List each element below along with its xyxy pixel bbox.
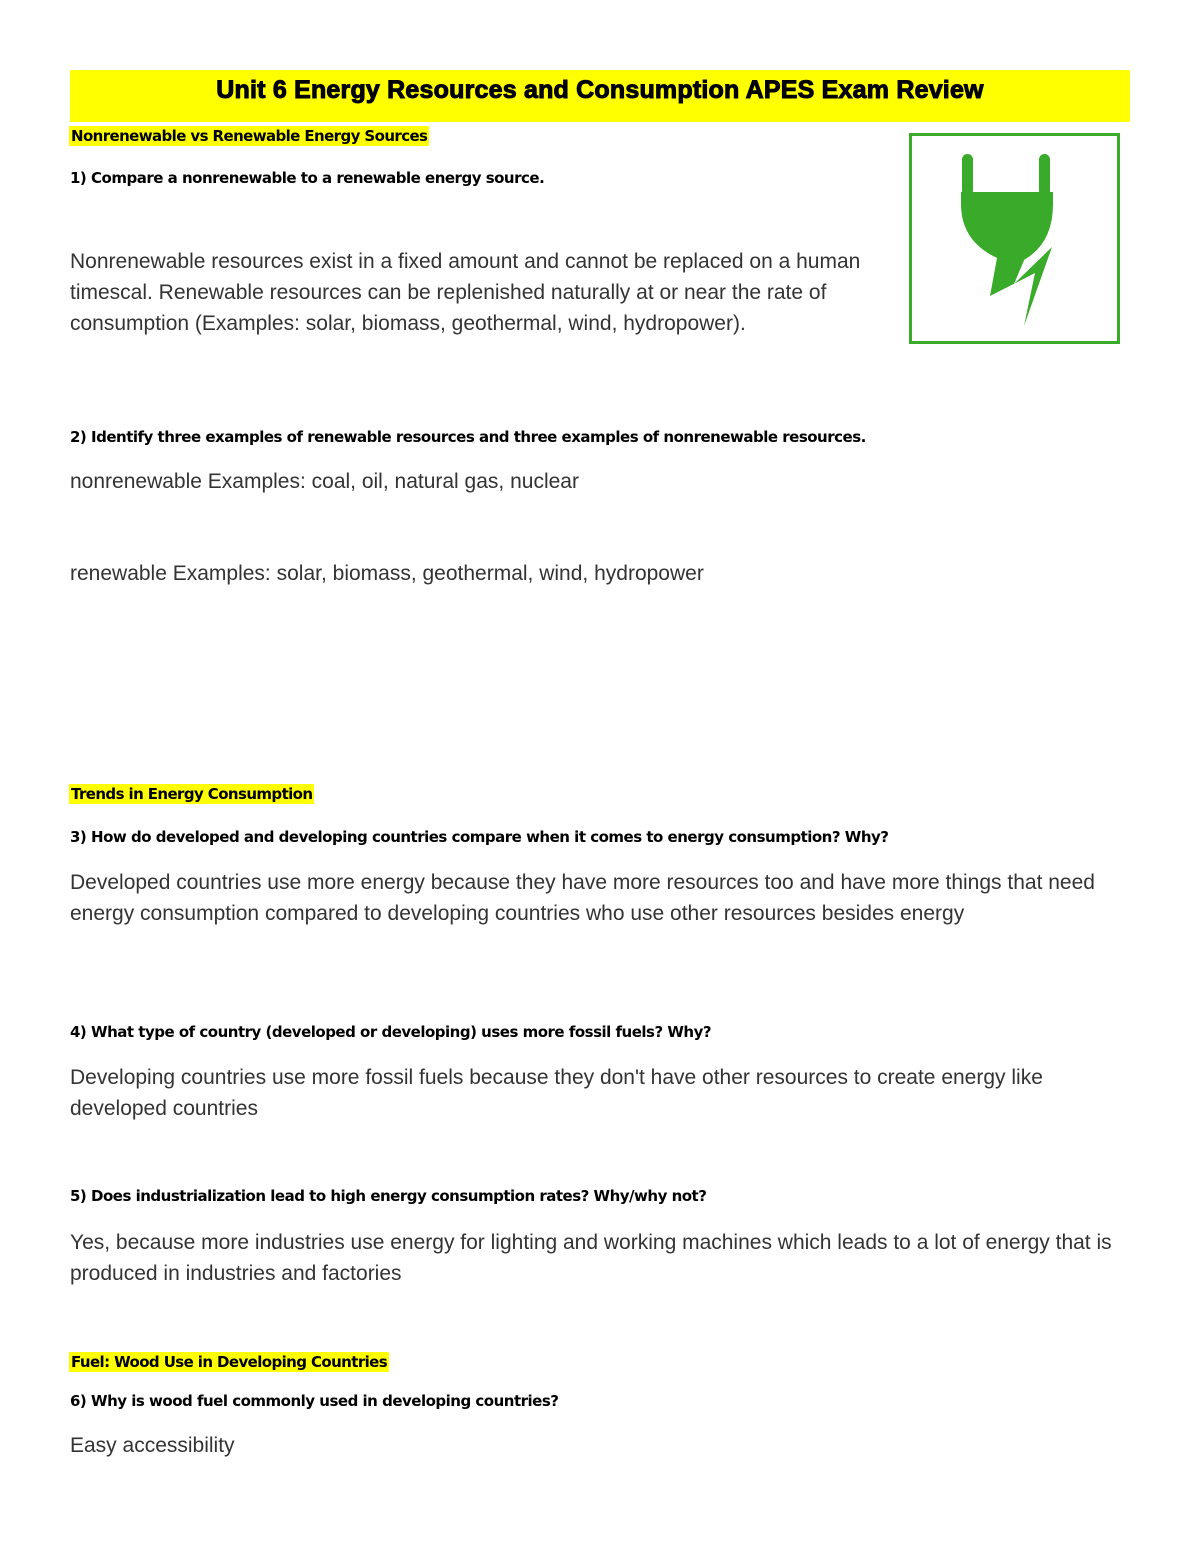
question-6 bbox=[70, 1392, 558, 1410]
question-3-text: How do developed and developing countries compare when it comes to energy consumption? Why? bbox=[91, 828, 889, 846]
question-3 bbox=[70, 828, 889, 846]
question-4-text: What type of country (developed or developing) uses more fossil fuels? Why? bbox=[91, 1023, 712, 1041]
question-2-text: Identify three examples of renewable resources and three examples of nonrenewable resources. bbox=[91, 428, 866, 446]
question-1 bbox=[70, 169, 544, 187]
answer-3: Developed countries use more energy because they have more resources too and have more things that need energy consumption compared to developing countries who use other resources besides energy bbox=[70, 871, 1095, 925]
section-heading-trends: Trends in Energy Consumption bbox=[71, 785, 313, 803]
answer-6: Easy accessibility bbox=[70, 1434, 235, 1457]
answer-1: Nonrenewable resources exist in a fixed amount and cannot be replaced on a human timescal. Renewable resources can be replenished naturally at or near the rate of consumption (Examples: solar, biomass, geothermal, wind, hydropower). bbox=[70, 250, 861, 335]
section-heading-nonrenewable-vs-renewable: Nonrenewable vs Renewable Energy Sources bbox=[71, 127, 428, 145]
answer-2-renewable: renewable Examples: solar, biomass, geothermal, wind, hydropower bbox=[70, 562, 704, 585]
answer-4: Developing countries use more fossil fuels because they don't have other resources to create energy like developed countries bbox=[70, 1066, 1043, 1120]
question-4 bbox=[70, 1023, 711, 1041]
answer-2-nonrenewable: nonrenewable Examples: coal, oil, natural gas, nuclear bbox=[70, 470, 579, 493]
plug-lightning-icon bbox=[909, 133, 1120, 344]
question-5 bbox=[70, 1187, 706, 1205]
section-heading-wood-fuel: Fuel: Wood Use in Developing Countries bbox=[71, 1353, 388, 1371]
question-2 bbox=[70, 428, 866, 446]
question-1-text: Compare a nonrenewable to a renewable energy source. bbox=[91, 169, 545, 187]
title-highlight-bar bbox=[70, 70, 1130, 122]
question-1-number: 1) bbox=[70, 169, 87, 187]
question-6-number: 6) bbox=[70, 1392, 87, 1410]
question-5-text: Does industrialization lead to high energy consumption rates? Why/why not? bbox=[91, 1187, 707, 1205]
question-4-number: 4) bbox=[70, 1023, 87, 1041]
question-3-number: 3) bbox=[70, 828, 87, 846]
question-2-number: 2) bbox=[70, 428, 87, 446]
question-6-text: Why is wood fuel commonly used in developing countries? bbox=[91, 1392, 559, 1410]
question-5-number: 5) bbox=[70, 1187, 87, 1205]
page-title: Unit 6 Energy Resources and Consumption APES Exam Review bbox=[216, 76, 984, 104]
answer-5: Yes, because more industries use energy for lighting and working machines which leads to a lot of energy that is produced in industries and factories bbox=[70, 1231, 1112, 1285]
